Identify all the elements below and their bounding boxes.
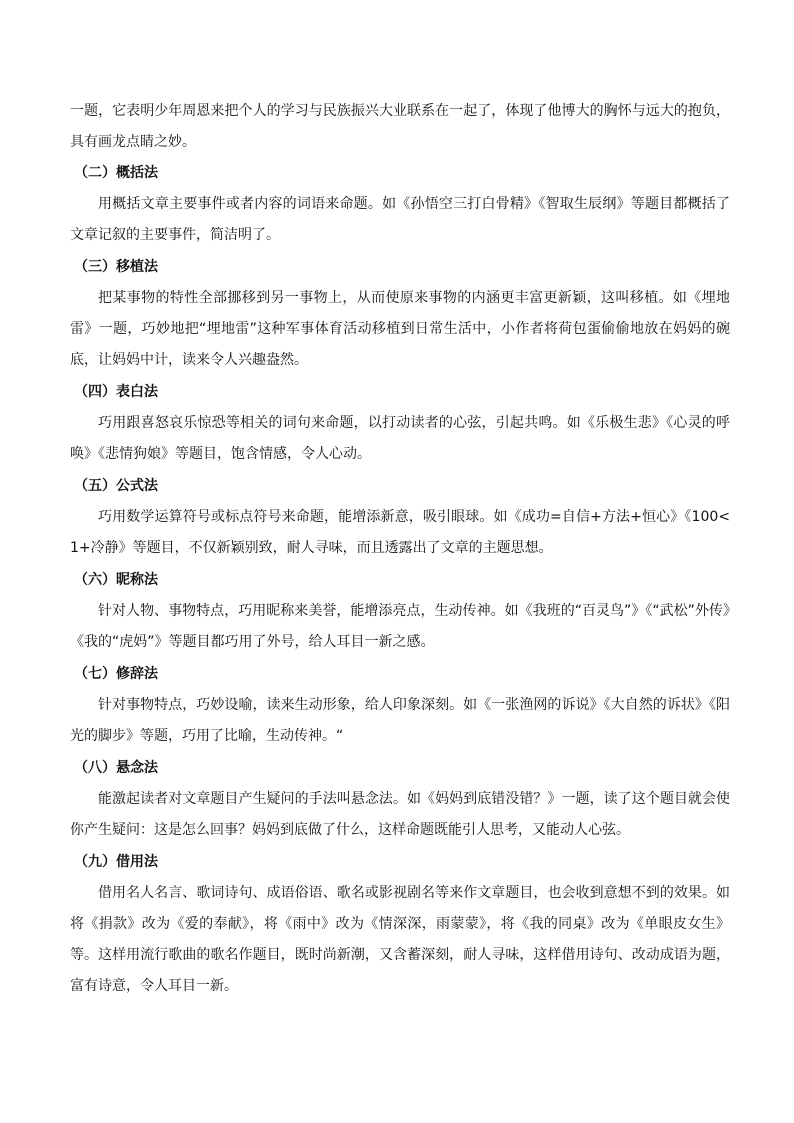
section-biaobai <box>70 377 730 470</box>
intro-paragraph: 一题，它表明少年周恩来把个人的学习与民族振兴大业联系在一起了，体现了他博大的胸怀与远大的抱负，具有画龙点睛之妙。 <box>70 103 730 150</box>
section-body: 把某事物的特性全部挪移到另一事物上，从而使原来事物的内涵更丰富更新颖，这叫移植。如《埋地雷》一题，巧妙地把“埋地雷”这种军事体育活动移植到日常生活中，小作者将荷包蛋偷偷地放在妈妈的碗底，让妈妈中计，读来令人兴趣盎然。 <box>70 290 730 368</box>
section-body: 巧用跟喜怒哀乐惊恐等相关的词句来命题，以打动读者的心弦，引起共鸣。如《乐极生悲》《心灵的呼唤》《悲情狗娘》等题目，饱含情感，令人心动。 <box>70 415 730 462</box>
section-gaikuo <box>70 158 730 251</box>
section-heading: （三）移植法 <box>74 259 158 275</box>
section-body: 用概括文章主要事件或者内容的词语来命题。如《孙悟空三打白骨精》《智取生辰纲》等题目都概括了文章记叙的主要事件，简洁明了。 <box>70 196 730 243</box>
section-heading: （二）概括法 <box>74 165 158 181</box>
section-xiuci <box>70 659 730 752</box>
section-xuannian <box>70 753 730 846</box>
section-yizhi <box>70 252 730 376</box>
section-heading: （四）表白法 <box>74 384 158 400</box>
section-body: 针对事物特点，巧妙设喻，读来生动形象，给人印象深刻。如《一张渔网的诉说》《大自然的诉状》《阳光的脚步》等题，巧用了比喻，生动传神。“ <box>70 697 730 744</box>
section-heading: （五）公式法 <box>74 478 158 494</box>
section-heading: （六）昵称法 <box>74 572 158 588</box>
document-content <box>70 96 730 1003</box>
section-heading: （八）悬念法 <box>74 760 158 776</box>
section-jieyong <box>70 847 730 1002</box>
section-body: 借用名人名言、歌词诗句、成语俗语、歌名或影视剧名等来作文章题目，也会收到意想不到的效果。如将《捐款》改为《爱的奉献》，将《雨中》改为《情深深，雨蒙蒙》，将《我的同桌》改为《单眼皮女生》等。这样用流行歌曲的歌名作题目，既时尚新潮，又含蓄深刻，耐人寻味，这样借用诗句、改动成语为题，富有诗意，令人耳目一新。 <box>70 885 730 994</box>
section-gongshi <box>70 471 730 564</box>
section-heading: （七）修辞法 <box>74 666 158 682</box>
section-body: 巧用数学运算符号或标点符号来命题，能增添新意，吸引眼球。如《成功=自信+方法+恒心》《100<1+冷静》等题目，不仅新颖别致，耐人寻味，而且透露出了文章的主题思想。 <box>70 509 730 556</box>
section-body: 能激起读者对文章题目产生疑问的手法叫悬念法。如《妈妈到底错没错？》一题，读了这个题目就会使你产生疑问：这是怎么回事？妈妈到底做了什么，这样命题既能引人思考，又能动人心弦。 <box>70 791 730 838</box>
section-heading: （九）借用法 <box>74 854 158 870</box>
section-nicheng <box>70 565 730 658</box>
section-body: 针对人物、事物特点，巧用昵称来美誉，能增添亮点，生动传神。如《我班的“百灵鸟”》《“武松”外传》《我的“虎妈”》等题目都巧用了外号，给人耳目一新之感。 <box>70 603 730 650</box>
